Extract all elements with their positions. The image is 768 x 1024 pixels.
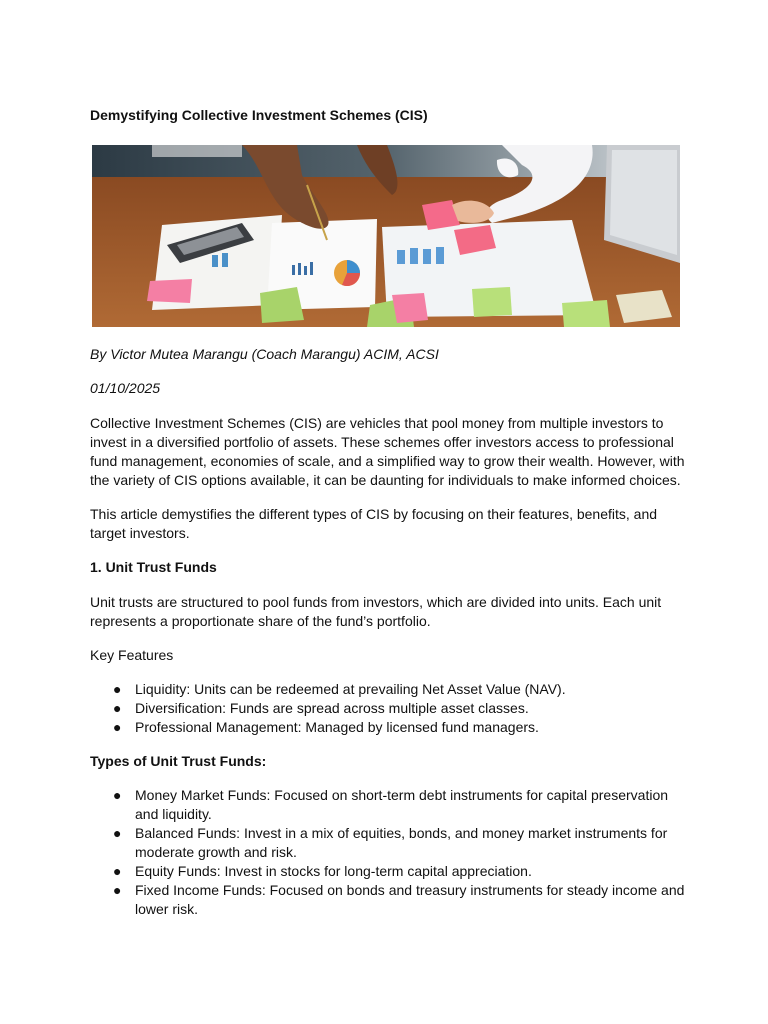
header-photo: [92, 145, 680, 327]
section-heading: 1. Unit Trust Funds: [90, 559, 217, 575]
bullet-icon: ●: [113, 681, 122, 697]
bullet-icon: ●: [113, 863, 122, 879]
list-item: ● Equity Funds: Invest in stocks for long-term capital appreciation.: [113, 863, 532, 879]
list-item: ● Balanced Funds: Invest in a mix of equities, bonds, and money market instruments for moderate growth and risk.: [113, 825, 668, 860]
list-item: ● Liquidity: Units can be redeemed at prevailing Net Asset Value (NAV).: [113, 681, 566, 697]
section-description: Unit trusts are structured to pool funds from investors, which are divided into units. Each unit represents a proportionate share of the fund’s portfolio.: [90, 594, 662, 629]
intro-paragraph: Collective Investment Schemes (CIS) are vehicles that pool money from multiple investors to invest in a diversified portfolio of assets. These schemes offer investors access to professional fund management, economies of scale, and a simplified way to grow their wealth. However, with the variety of CIS options available, it can be daunting for individuals to make informed choices.: [90, 415, 685, 488]
bullet-icon: ●: [113, 882, 122, 898]
bullet-icon: ●: [113, 700, 122, 716]
article-title: Demystifying Collective Investment Schemes (CIS): [90, 107, 428, 123]
bullet-icon: ●: [113, 719, 122, 735]
list-item: ● Professional Management: Managed by licensed fund managers.: [113, 719, 539, 735]
byline: By Victor Mutea Marangu (Coach Marangu) ACIM, ACSI: [90, 346, 439, 362]
fund-types-list: [90, 786, 690, 919]
list-item: ● Money Market Funds: Focused on short-term debt instruments for capital preservation and liquidity.: [113, 787, 669, 822]
key-features-label: Key Features: [90, 647, 174, 663]
bullet-icon: ●: [113, 787, 122, 803]
publish-date: 01/10/2025: [90, 380, 161, 396]
list-item: ● Diversification: Funds are spread across multiple asset classes.: [113, 700, 529, 716]
key-features-list: [90, 680, 690, 737]
list-item: ● Fixed Income Funds: Focused on bonds and treasury instruments for steady income and lower risk.: [113, 882, 685, 917]
types-heading: Types of Unit Trust Funds:: [90, 753, 267, 769]
bullet-icon: ●: [113, 825, 122, 841]
intro-paragraph-2: This article demystifies the different types of CIS by focusing on their features, benefits, and target investors.: [90, 506, 658, 541]
